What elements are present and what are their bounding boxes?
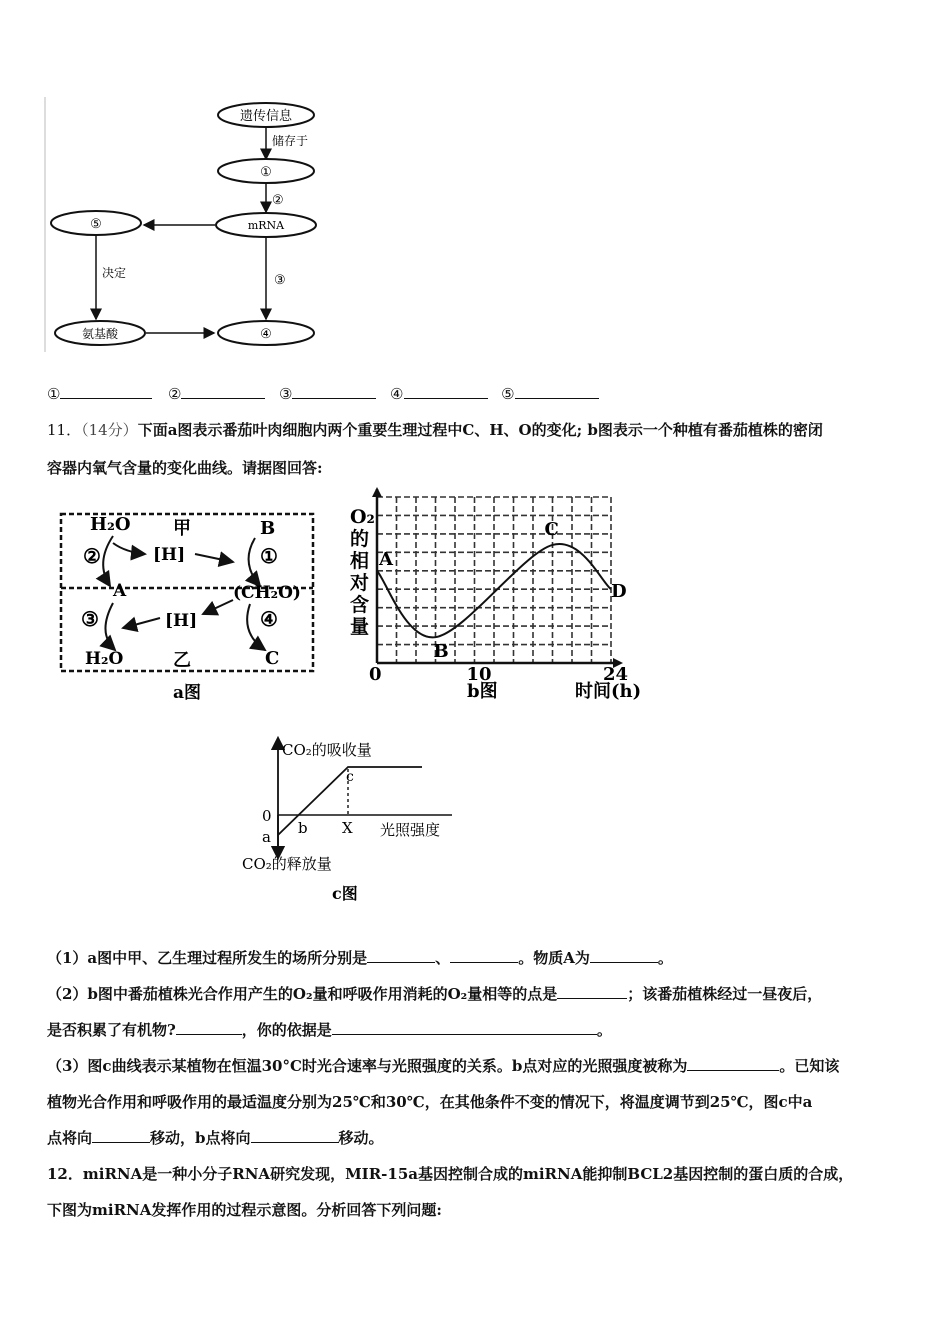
point-label-c: C — [544, 518, 559, 540]
fig-c-ylabel-bottom: CO₂的释放量 — [242, 855, 332, 873]
answer-blank-1[interactable] — [60, 384, 152, 399]
fig-a-b: B — [260, 518, 276, 539]
part3-blank-3[interactable] — [251, 1128, 339, 1143]
figure-b-o2-chart — [345, 485, 650, 710]
q11-part2-line1 — [47, 984, 822, 1004]
arrow-label-2: ② — [272, 193, 284, 208]
part1-blank-2[interactable] — [450, 948, 518, 963]
node-4: ④ — [260, 327, 272, 342]
fig-c-origin: 0 — [262, 807, 272, 825]
fig-a-circle-2: ② — [83, 544, 101, 568]
fig-a-caption: a图 — [173, 683, 202, 703]
answer-blank-4[interactable] — [404, 384, 488, 399]
part2-line2-end: 。 — [596, 1021, 612, 1039]
fig-c-point-c: c — [346, 769, 354, 785]
x-tick-0: 0 — [369, 664, 382, 685]
fig-a-yi: 乙 — [173, 650, 191, 671]
x-tick-24: 24 — [603, 664, 629, 685]
figure-a — [55, 508, 323, 708]
part3-line3-prefix: 点将向 — [47, 1129, 93, 1147]
answer-blank-5[interactable] — [515, 384, 599, 399]
answer-label-4: ④ — [390, 385, 404, 403]
fig-a-jia: 甲 — [173, 518, 191, 539]
part3-blank-1[interactable] — [687, 1056, 779, 1071]
y-label-char-2: 相 — [350, 550, 370, 572]
part2-blank-3[interactable] — [332, 1020, 597, 1035]
fig-a-circle-3: ③ — [81, 607, 99, 631]
q11-stem-line-2: 容器内氧气含量的变化曲线。请据图回答: — [47, 459, 323, 477]
figure-c — [240, 735, 470, 907]
fig-a-circle-1: ① — [260, 544, 278, 568]
part1-prefix: （1）a图中甲、乙生理过程所发生的场所分别是 — [47, 949, 368, 967]
answer-blank-3[interactable] — [292, 384, 376, 399]
answer-label-1: ① — [47, 385, 61, 403]
fig-a-h2o-top: H₂O — [90, 514, 131, 535]
fig-a-h-bottom: [H] — [165, 611, 198, 631]
q11-number: 11． — [47, 421, 82, 439]
q11-stem-line-1 — [47, 420, 823, 440]
q11-score: （14分） — [81, 421, 138, 439]
part3-line3-mid: 移动，b点将向 — [150, 1129, 251, 1147]
q12-line-2: 下图为miRNA发挥作用的过程示意图。分析回答下列问题: — [47, 1201, 442, 1219]
fig-b-caption: b图 — [467, 681, 498, 702]
q11-stem-text-1: 下面a图表示番茄叶肉细胞内两个重要生理过程中C、H、O的变化; b图表示一个种植有番茄植株的密闭 — [137, 421, 823, 439]
part2-line1-suffix: ；该番茄植株经过一昼夜后， — [627, 985, 823, 1003]
q12-line-1: 12．miRNA是一种小分子RNA研究发现，MIR-15a基因控制合成的miRNA能抑制BCL2基因控制的蛋白质的合成， — [47, 1165, 854, 1183]
q11-part3-line2: 植物光合作用和呼吸作用的最适温度分别为25℃和30℃，在其他条件不变的情况下，将温度调节到25℃，图c中a — [47, 1093, 813, 1111]
point-label-d: D — [611, 581, 627, 603]
fig-a-a: A — [113, 581, 127, 601]
gene-flow-diagram — [44, 97, 344, 352]
answer-blank-2[interactable] — [181, 384, 265, 399]
mrna-node: mRNA — [247, 219, 285, 232]
fig-a-ch2o: (CH₂O) — [233, 583, 301, 603]
part2-line2-mid: ，你的依据是 — [241, 1021, 332, 1039]
q11-part3-line3 — [47, 1128, 384, 1148]
decides-label: 决定 — [102, 266, 127, 280]
part3-line1-prefix: （3）图c曲线表示某植物在恒温30°C时光合速率与光照强度的关系。b点对应的光照强度被称为 — [47, 1057, 688, 1075]
part3-line1-suffix: 。已知该 — [779, 1057, 840, 1075]
point-label-b: B — [433, 641, 449, 663]
answer-label-3: ③ — [279, 385, 293, 403]
x-tick-10: 10 — [466, 664, 492, 685]
fig-c-point-b: b — [298, 819, 308, 837]
q11-part3-line1 — [47, 1056, 839, 1076]
fig-a-h-top: [H] — [153, 545, 186, 565]
arrow-label-3: ③ — [274, 273, 286, 288]
part2-line2-prefix: 是否积累了有机物? — [47, 1021, 176, 1039]
part1-sep: 、 — [435, 949, 451, 967]
fig-b-xlabel: 时间(h) — [575, 681, 642, 702]
y-label-char-4: 含 — [350, 594, 370, 616]
part1-mid: 。物质A为 — [518, 949, 590, 967]
y-label-o2: O₂ — [350, 506, 375, 528]
y-label-char-5: 量 — [350, 616, 370, 638]
stored-in-label: 储存于 — [272, 134, 309, 148]
q11-part1 — [47, 948, 673, 968]
part2-blank-2[interactable] — [176, 1020, 242, 1035]
node-1: ① — [260, 165, 272, 180]
fig-a-h2o-bottom: H₂O — [85, 649, 124, 669]
chart-grid — [377, 497, 611, 663]
node-5: ⑤ — [90, 217, 102, 232]
fig-c-point-x: X — [342, 819, 353, 837]
fig-c-point-a: a — [262, 828, 271, 846]
part1-end: 。 — [657, 949, 673, 967]
point-label-a: A — [379, 548, 393, 570]
amino-acid-node: 氨基酸 — [81, 327, 119, 341]
fig-a-c: C — [265, 648, 280, 669]
q10-answer-line — [47, 384, 599, 404]
part3-line3-end: 移动。 — [338, 1129, 384, 1147]
fig-a-circle-4: ④ — [260, 607, 278, 631]
q11-part2-line2 — [47, 1020, 612, 1040]
answer-label-5: ⑤ — [501, 385, 515, 403]
part3-blank-2[interactable] — [92, 1128, 150, 1143]
genetic-info-label: 遗传信息 — [239, 109, 293, 124]
part2-line1-prefix: （2）b图中番茄植株光合作用产生的O₂量和呼吸作用消耗的O₂量相等的点是 — [47, 985, 558, 1003]
part1-blank-3[interactable] — [590, 948, 658, 963]
part1-blank-1[interactable] — [367, 948, 435, 963]
part2-blank-1[interactable] — [557, 984, 627, 999]
fig-c-xlabel: 光照强度 — [380, 821, 441, 839]
fig-c-ylabel-top: CO₂的吸收量 — [282, 741, 372, 759]
fig-c-caption: c图 — [332, 884, 358, 903]
y-label-char-1: 的 — [350, 528, 370, 550]
y-label-char-3: 对 — [350, 572, 370, 594]
answer-label-2: ② — [168, 385, 182, 403]
